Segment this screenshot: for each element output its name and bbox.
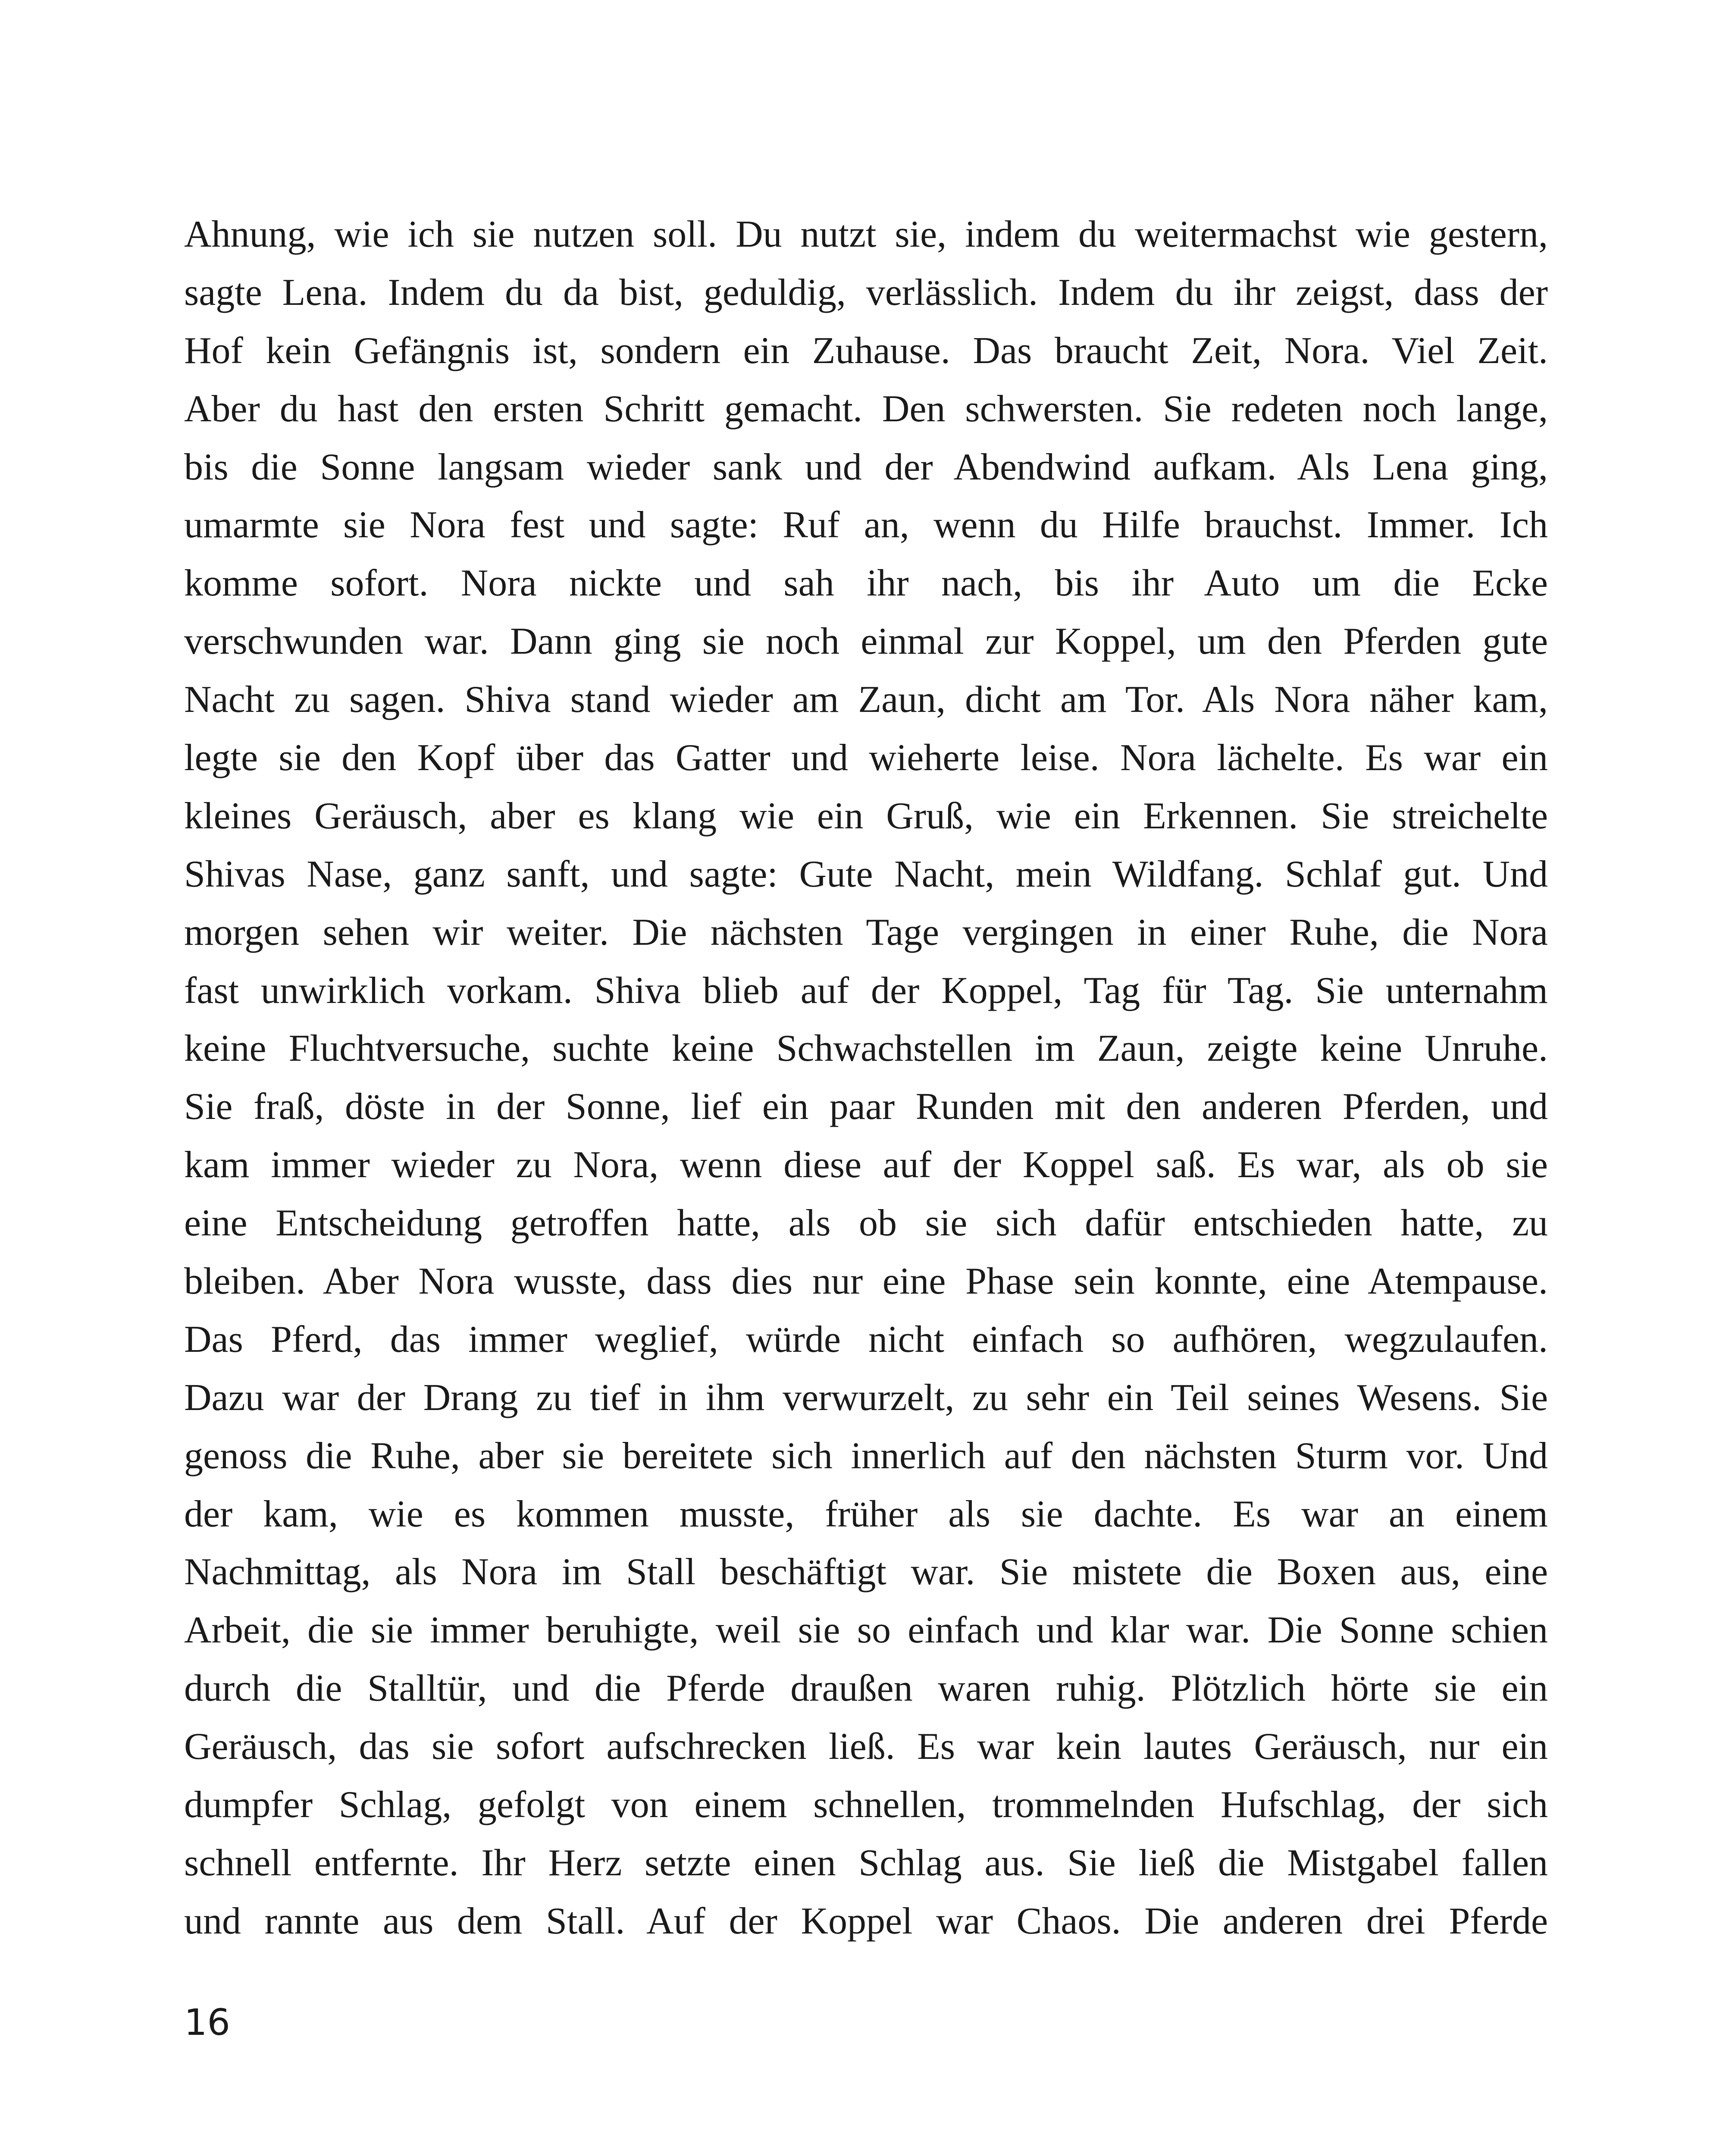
text-line: fast unwirklich vorkam. Shiva blieb auf der Koppel, Tag für Tag. Sie unternahm xyxy=(184,969,1548,1012)
text-line: dumpfer Schlag, gefolgt von einem schnellen, trommelnden Hufschlag, der sich xyxy=(184,1784,1548,1826)
text-line: schnell entfernte. Ihr Herz setzte einen Schlag aus. Sie ließ die Mistgabel fallen xyxy=(184,1842,1548,1884)
text-line: Shivas Nase, ganz sanft, und sagte: Gute Nacht, mein Wildfang. Schlaf gut. Und xyxy=(184,853,1548,895)
text-line: verschwunden war. Dann ging sie noch einmal zur Koppel, um den Pferden gute xyxy=(184,620,1548,663)
text-line: genoss die Ruhe, aber sie bereitete sich innerlich auf den nächsten Sturm vor. Und xyxy=(184,1435,1548,1477)
text-line: kleines Geräusch, aber es klang wie ein Gruß, wie ein Erkennen. Sie streichelte xyxy=(184,795,1548,837)
text-line: Nachmittag, als Nora im Stall beschäftigt war. Sie mistete die Boxen aus, eine xyxy=(184,1551,1548,1593)
text-line: legte sie den Kopf über das Gatter und wieherte leise. Nora lächelte. Es war ein xyxy=(184,737,1548,779)
text-line: und rannte aus dem Stall. Auf der Koppel war Chaos. Die anderen drei Pferde xyxy=(184,1900,1548,1942)
text-line: durch die Stalltür, und die Pferde draußen waren ruhig. Plötzlich hörte sie ein xyxy=(184,1667,1548,1710)
text-line: Das Pferd, das immer weglief, würde nicht einfach so aufhören, wegzulaufen. xyxy=(184,1318,1548,1360)
text-line: kam immer wieder zu Nora, wenn diese auf der Koppel saß. Es war, als ob sie xyxy=(184,1144,1548,1186)
text-line: der kam, wie es kommen musste, früher als sie dachte. Es war an einem xyxy=(184,1493,1548,1535)
text-line: bis die Sonne langsam wieder sank und der Abendwind aufkam. Als Lena ging, xyxy=(184,446,1548,488)
text-line: Aber du hast den ersten Schritt gemacht. Den schwersten. Sie redeten noch lange, xyxy=(184,388,1548,430)
text-line: Arbeit, die sie immer beruhigte, weil sie so einfach und klar war. Die Sonne schien xyxy=(184,1609,1548,1651)
text-line: Dazu war der Drang zu tief in ihm verwurzelt, zu sehr ein Teil seines Wesens. Sie xyxy=(184,1376,1548,1419)
text-line: eine Entscheidung getroffen hatte, als ob sie sich dafür entschieden hatte, zu xyxy=(184,1202,1548,1244)
text-line: keine Fluchtversuche, suchte keine Schwachstellen im Zaun, zeigte keine Unruhe. xyxy=(184,1028,1548,1070)
text-line: Sie fraß, döste in der Sonne, lief ein paar Runden mit den anderen Pferden, und xyxy=(184,1086,1548,1128)
text-line: umarmte sie Nora fest und sagte: Ruf an, wenn du Hilfe brauchst. Immer. Ich xyxy=(184,504,1548,546)
text-line: Nacht zu sagen. Shiva stand wieder am Zaun, dicht am Tor. Als Nora näher kam, xyxy=(184,679,1548,721)
text-line: Ahnung, wie ich sie nutzen soll. Du nutzt sie, indem du weitermachst wie gestern, xyxy=(184,213,1548,255)
body-text xyxy=(184,206,1548,1951)
text-line: Hof kein Gefängnis ist, sondern ein Zuhause. Das braucht Zeit, Nora. Viel Zeit. xyxy=(184,329,1548,372)
text-line: komme sofort. Nora nickte und sah ihr nach, bis ihr Auto um die Ecke xyxy=(184,562,1548,605)
text-line: morgen sehen wir weiter. Die nächsten Tage vergingen in einer Ruhe, die Nora xyxy=(184,911,1548,953)
text-line: Geräusch, das sie sofort aufschrecken ließ. Es war kein lautes Geräusch, nur ein xyxy=(184,1726,1548,1768)
text-line: bleiben. Aber Nora wusste, dass dies nur eine Phase sein konnte, eine Atempause. xyxy=(184,1260,1548,1303)
text-line: sagte Lena. Indem du da bist, geduldig, verlässlich. Indem du ihr zeigst, dass der xyxy=(184,271,1548,313)
page-number: 16 xyxy=(184,2001,230,2043)
